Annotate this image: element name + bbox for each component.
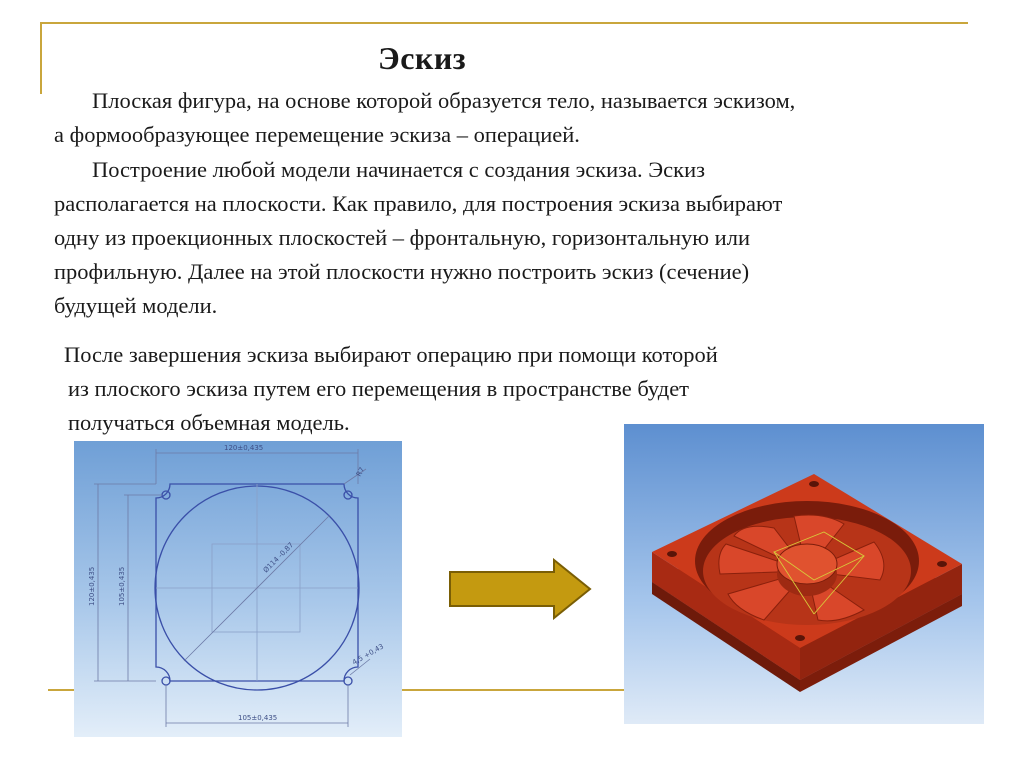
text-line: получаться объемная модель. (68, 410, 350, 435)
text-line: Плоская фигура, на основе которой образуется тело, называется эскизом, (92, 88, 796, 113)
text-line: Построение любой модели начинается с создания эскиза. Эскиз (92, 157, 706, 182)
text-line: а формообразующее перемещение эскиза – операцией. (54, 122, 580, 147)
paragraph-definition (54, 84, 994, 152)
text-line: одну из проекционных плоскостей – фронтальную, горизонтальную или (54, 225, 750, 250)
dim-diameter-label: Ø114 -0,87 (261, 541, 296, 575)
fan-3d-model (624, 424, 984, 724)
text-line: После завершения эскиза выбирают операцию при помощи которой (64, 342, 718, 367)
dim-left-outer-label: 120±0,435 (88, 566, 96, 606)
text-line: будущей модели. (54, 293, 218, 318)
right-arrow-icon (448, 558, 592, 620)
dim-top-label: 120±0,435 (224, 444, 264, 452)
text-line: профильную. Далее на этой плоскости нужно построить эскиз (сечение) (54, 259, 750, 284)
frame-left-line (40, 22, 42, 94)
text-line: располагается на плоскости. Как правило, для построения эскиза выбирают (54, 191, 783, 216)
paragraph-construction (54, 153, 994, 323)
slide-title: Эскиз (378, 40, 467, 76)
text-line: из плоского эскиза путем его перемещения в пространстве будет (68, 376, 690, 401)
sketch-drawing (74, 441, 402, 737)
dim-left-inner-label: 105±0,435 (118, 566, 126, 606)
dim-hole-label: 4,5 +0,43 (351, 642, 386, 667)
dim-bottom-label: 105±0,435 (238, 714, 278, 722)
dim-radius-label: R7 (354, 465, 367, 478)
frame-top-line (40, 22, 968, 24)
